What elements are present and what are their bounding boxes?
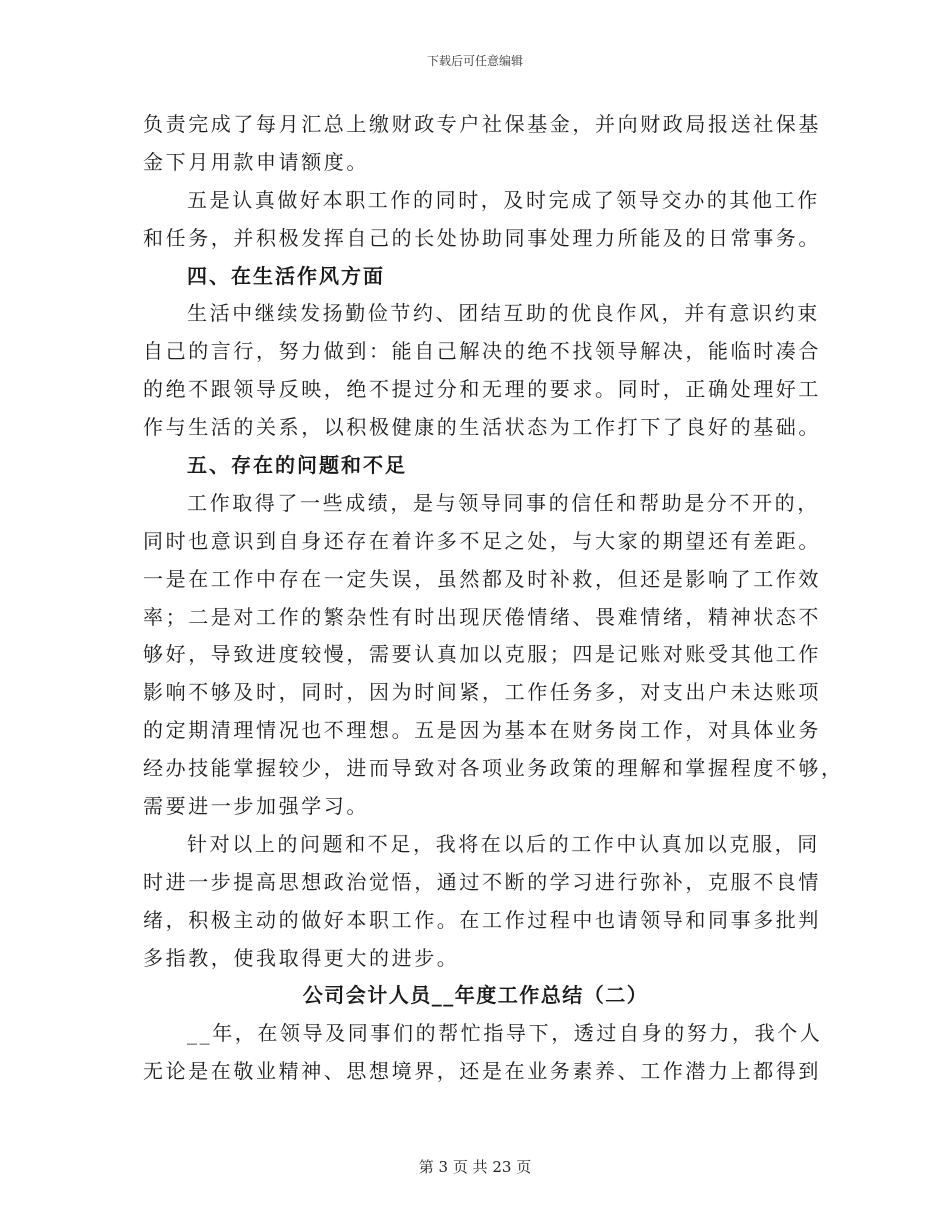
body-line: 金下月用款申请额度。	[143, 149, 369, 174]
body-line: 的绝不跟领导反映，绝不提过分和无理的要求。同时，正确处理好工	[143, 377, 821, 402]
document-title: 公司会计人员__年度工作总结（二）	[302, 983, 649, 1008]
body-line: 针对以上的问题和不足，我将在以后的工作中认真加以克服，同	[187, 831, 820, 856]
body-line: 和任务，并积极发挥自己的长处协助同事处理力所能及的日常事务。	[143, 225, 821, 250]
body-line: 作与生活的关系，以积极健康的生活状态为工作打下了良好的基础。	[143, 415, 821, 440]
page-number: 第 3 页 共 23 页	[418, 1158, 532, 1176]
body-line: 无论是在敬业精神、思想境界，还是在业务素养、工作潜力上都得到	[143, 1059, 821, 1084]
body-line: 时进一步提高思想政治觉悟，通过不断的学习进行弥补，克服不良情	[143, 869, 821, 894]
body-line: 需要进一步加强学习。	[143, 794, 369, 819]
body-line: 率；二是对工作的繁杂性有时出现厌倦情绪、畏难情绪，精神状态不	[143, 604, 821, 629]
section-heading: 四、在生活作风方面	[187, 263, 385, 288]
section-heading: 五、存在的问题和不足	[187, 453, 407, 478]
body-line: 够好，导致进度较慢，需要认真加以克服；四是记账对账受其他工作	[143, 642, 821, 667]
body-line: 负责完成了每月汇总上缴财政专户社保基金，并向财政局报送社保基	[143, 112, 821, 136]
body-line: 自己的言行，努力做到：能自己解决的绝不找领导解决，能临时凑合	[143, 339, 821, 364]
body-line: 经办技能掌握较少，进而导致对各项业务政策的理解和掌握程度不够，	[143, 756, 844, 781]
body-line: 一是在工作中存在一定失误，虽然都及时补救，但还是影响了工作效	[143, 566, 821, 591]
page-header: 下载后可任意编辑	[426, 54, 523, 68]
body-line: 的定期清理情况也不理想。五是因为基本在财务岗工作，对具体业务	[143, 718, 821, 743]
body-line: 生活中继续发扬勤俭节约、团结互助的优良作风，并有意识约束	[187, 301, 820, 326]
body-line: 影响不够及时，同时，因为时间紧，工作任务多，对支出户未达账项	[143, 680, 821, 705]
body-line: 绪，积极主动的做好本职工作。在工作过程中也请领导和同事多批判	[143, 907, 821, 932]
body-line: 多指教，使我取得更大的进步。	[143, 945, 460, 970]
document-body	[143, 106, 844, 1091]
body-line: 工作取得了一些成绩，是与领导同事的信任和帮助是分不开的，	[187, 490, 820, 515]
body-line: 同时也意识到自身还存在着许多不足之处，与大家的期望还有差距。	[143, 528, 821, 553]
body-line: __年，在领导及同事们的帮忙指导下，透过自身的努力，我个人	[187, 1021, 823, 1046]
body-line: 五是认真做好本职工作的同时，及时完成了领导交办的其他工作	[187, 187, 820, 212]
